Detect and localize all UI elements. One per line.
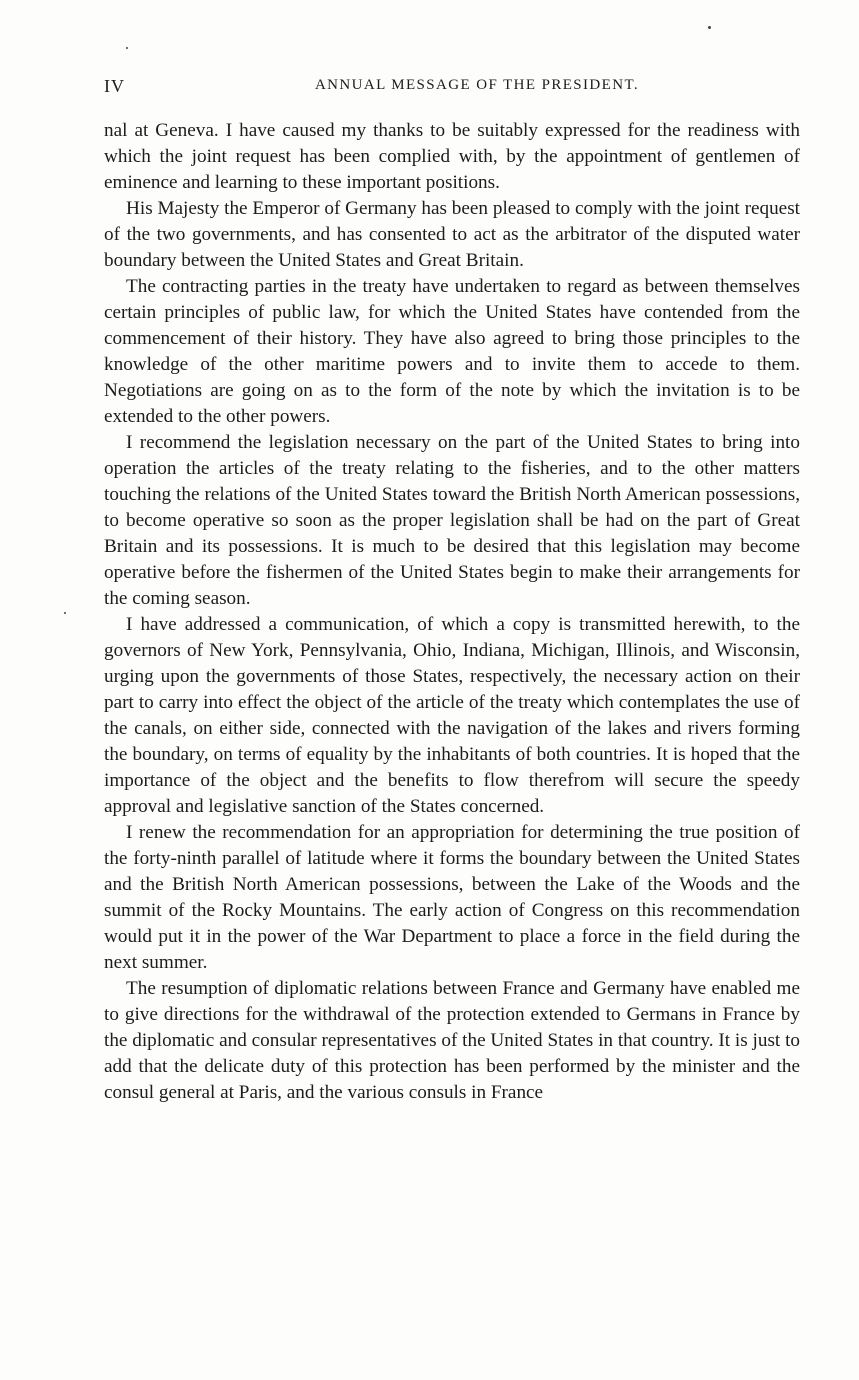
running-title: ANNUAL MESSAGE OF THE PRESIDENT. bbox=[314, 77, 640, 93]
paragraph: nal at Geneva. I have caused my thanks to be suitably expressed for the readiness with which the joint request has been complied with, by the appointment of gentlemen of eminence and learning to these important positions. bbox=[104, 120, 800, 193]
paragraph: The resumption of diplomatic relations between France and Germany have enabled me to give directions for the withdrawal of the protection extended to Germans in France by the diplomatic and consular representatives of the United States in that country. It is just to add that the delicate duty of this protection has been performed by the minister and the consul general at Paris, and the various consuls in France bbox=[104, 978, 800, 1103]
paragraph: The contracting parties in the treaty have undertaken to regard as between themselves certain principles of public law, for which the United States have contended from the commencement of their history. They have also agreed to bring those principles to the knowledge of the other maritime powers and to invite them to accede to them. Negotiations are going on as to the form of the note by which the invitation is to be extended to the other powers. bbox=[104, 276, 800, 427]
body-text bbox=[104, 118, 800, 1106]
paragraph: I recommend the legislation necessary on the part of the United States to bring into operation the articles of the treaty relating to the fisheries, and to the other matters touching the relations of the United States toward the British North American possessions, to become operative so soon as the proper legislation shall be had on the part of Great Britain and its possessions. It is much to be desired that this legislation may become operative before the fishermen of the United States begin to make their arrangements for the coming season. bbox=[104, 432, 800, 609]
paragraph: I have addressed a communication, of which a copy is transmitted herewith, to the governors of New York, Pennsylvania, Ohio, Indiana, Michigan, Illinois, and Wisconsin, urging upon the governments of those States, respectively, the necessary action on their part to carry into effect the object of the article of the treaty which contemplates the use of the canals, on either side, connected with the navigation of the lakes and rivers forming the boundary, on terms of equality by the inhabitants of both countries. It is hoped that the importance of the object and the benefits to flow therefrom will secure the speedy approval and legislative sanction of the States concerned. bbox=[104, 614, 800, 817]
print-speck bbox=[64, 612, 66, 614]
print-speck bbox=[708, 26, 711, 29]
paragraph: I renew the recommendation for an appropriation for determining the true position of the forty-ninth parallel of latitude where it forms the boundary between the United States and the British North American possessions, between the Lake of the Woods and the summit of the Rocky Mountains. The early action of Congress on this recommendation would put it in the power of the War Department to place a force in the field during the next summer. bbox=[104, 822, 800, 973]
paragraph: His Majesty the Emperor of Germany has been pleased to comply with the joint request of the two governments, and has consented to act as the arbitrator of the disputed water boundary between the United States and Great Britain. bbox=[104, 198, 800, 271]
page-header bbox=[104, 76, 800, 102]
print-speck bbox=[126, 47, 128, 49]
page-number: IV bbox=[104, 76, 125, 96]
